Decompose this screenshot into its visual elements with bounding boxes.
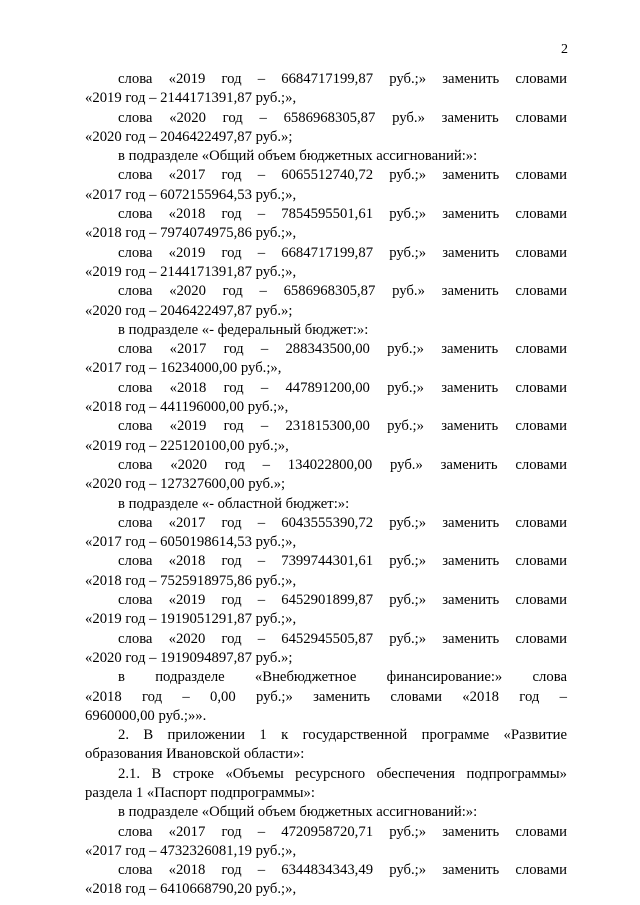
text-line: раздела 1 «Паспорт подпрограммы»: <box>85 784 315 801</box>
text-line: «2017 год – 6050198614,53 руб.;», <box>85 534 297 551</box>
text-line: слова «2018 год – 6344834343,49 руб.;» заменить словами <box>118 862 567 879</box>
page-number: 2 <box>561 42 568 57</box>
text-line: «2018 год – 7525918975,86 руб.;», <box>85 572 297 589</box>
text-line: слова «2020 год – 6586968305,87 руб.» заменить словами <box>118 109 567 126</box>
text-line: слова «2020 год – 134022800,00 руб.» заменить словами <box>118 456 567 473</box>
text-line: слова «2020 год – 6452945505,87 руб.;» заменить словами <box>118 630 567 647</box>
text-line: слова «2017 год – 4720958720,71 руб.;» заменить словами <box>118 823 567 840</box>
text-line: в подразделе «- областной бюджет:»: <box>118 495 350 512</box>
text-line: слова «2018 год – 7854595501,61 руб.;» заменить словами <box>118 206 567 223</box>
text-line: слова «2017 год – 6043555390,72 руб.;» заменить словами <box>118 514 567 531</box>
text-line: образования Ивановской области»: <box>85 746 305 763</box>
text-line: в подразделе «Внебюджетное финансирование:» слова <box>118 669 567 686</box>
text-line: «2020 год – 2046422497,87 руб.»; <box>85 302 293 319</box>
text-line: в подразделе «- федеральный бюджет:»: <box>118 321 369 338</box>
text-line: «2019 год – 2144171391,87 руб.;», <box>85 263 297 280</box>
text-line: «2018 год – 0,00 руб.;» заменить словами «2018 год – <box>85 688 567 705</box>
text-line: в подразделе «Общий объем бюджетных ассигнований:»: <box>118 148 478 165</box>
text-line: «2018 год – 441196000,00 руб.;», <box>85 399 289 416</box>
text-line: 2.1. В строке «Объемы ресурсного обеспечения подпрограммы» <box>118 765 567 782</box>
text-line: слова «2019 год – 231815300,00 руб.;» заменить словами <box>118 418 567 435</box>
text-line: «2020 год – 2046422497,87 руб.»; <box>85 128 293 145</box>
text-line: слова «2017 год – 6065512740,72 руб.;» заменить словами <box>118 167 567 184</box>
text-line: 6960000,00 руб.;»». <box>85 707 207 724</box>
text-line: «2017 год – 16234000,00 руб.;», <box>85 360 282 377</box>
text-line: «2019 год – 225120100,00 руб.;», <box>85 437 289 454</box>
text-line: 2. В приложении 1 к государственной программе «Развитие <box>118 727 567 744</box>
text-line: «2020 год – 127327600,00 руб.»; <box>85 476 286 493</box>
text-line: слова «2018 год – 447891200,00 руб.;» заменить словами <box>118 379 567 396</box>
document-body <box>85 70 567 900</box>
text-line: «2017 год – 4732326081,19 руб.;», <box>85 842 297 859</box>
text-line: слова «2017 год – 288343500,00 руб.;» заменить словами <box>118 341 567 358</box>
text-line: «2019 год – 2144171391,87 руб.;», <box>85 90 297 107</box>
text-line: слова «2019 год – 6452901899,87 руб.;» заменить словами <box>118 592 567 609</box>
text-line: слова «2019 год – 6684717199,87 руб.;» заменить словами <box>118 244 567 261</box>
text-line: в подразделе «Общий объем бюджетных ассигнований:»: <box>118 804 478 821</box>
text-line: «2019 год – 1919051291,87 руб.;», <box>85 611 297 628</box>
text-line: слова «2020 год – 6586968305,87 руб.» заменить словами <box>118 283 567 300</box>
text-line: «2017 год – 6072155964,53 руб.;», <box>85 186 297 203</box>
text-line: слова «2019 год – 6684717199,87 руб.;» заменить словами <box>118 71 567 87</box>
text-line: «2018 год – 7974074975,86 руб.;», <box>85 225 297 242</box>
text-line: «2020 год – 1919094897,87 руб.»; <box>85 649 293 666</box>
text-line: «2018 год – 6410668790,20 руб.;», <box>85 881 297 898</box>
text-line: слова «2018 год – 7399744301,61 руб.;» заменить словами <box>118 553 567 570</box>
